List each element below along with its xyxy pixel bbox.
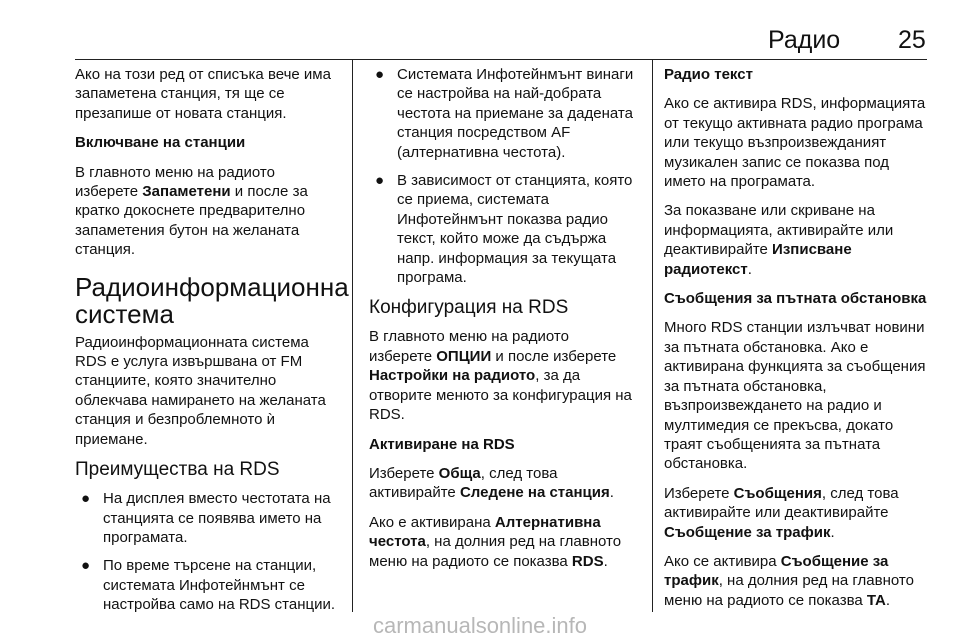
page-number: 25 xyxy=(898,26,926,54)
page-header xyxy=(0,0,960,62)
watermark: carmanualsonline.info xyxy=(372,613,588,638)
list-item: ● В зависимост от станцията, която се приема, системата Инфотейнмънт показва радио текст, който може да съдържа напр. информация за текущата програма. xyxy=(375,172,633,287)
paragraph-show-hide: За показване или скриване на информацията, активирайте или деактивирайте Изписване радиотекст. xyxy=(664,202,894,278)
column-divider-2 xyxy=(652,59,653,612)
paragraph-traffic: Много RDS станции излъчват новини за пътната обстановка. Ако е активирана функцията за съобщения за пътната обстановка, възпроизвеждането на радио и мултимедия се прекъсва, докато траят съобщенията за пътната обстановка. xyxy=(664,319,926,473)
list-item: ● На дисплея вместо честотата на станцията се появява името на програмата. xyxy=(81,490,331,546)
section-title: Радио xyxy=(768,26,841,54)
heading-rds-config: Конфигурация на RDS xyxy=(369,297,569,319)
term-favourites: Запаметени xyxy=(142,183,231,201)
subheading-recall-stations: Включване на станции xyxy=(75,134,246,152)
list-item: ● Системата Инфотейнмънт винаги се настройва на най-добрата честота на приемане за дадената станция посредством AF (алтернативна честота). xyxy=(375,66,634,161)
column-divider-1 xyxy=(352,59,353,612)
paragraph-traffic-select: Изберете Съобщения, след това активирайте или деактивирайте Съобщение за трафик. xyxy=(664,484,899,541)
subheading-traffic: Съобщения за пътната обстановка xyxy=(664,290,927,308)
bullet-icon: ● xyxy=(81,557,91,575)
subheading-radio-text: Радио текст xyxy=(664,66,753,83)
paragraph-config: В главното меню на радиото изберете ОПЦИИ и после изберете Настройки на радиото, за да отворите менюто за конфигурация на RDS. xyxy=(369,328,632,424)
header-rule xyxy=(75,59,927,60)
subheading-activate-rds: Активиране на RDS xyxy=(369,435,515,453)
column-1 xyxy=(75,65,349,625)
column-3 xyxy=(664,65,929,620)
advantages-list-continued xyxy=(369,65,635,287)
bullet-icon: ● xyxy=(81,490,91,508)
paragraph-traffic-active: Ако се активира Съобщение за трафик, на долния ред на главното меню на радиото се показва TA. xyxy=(664,552,914,609)
paragraph-radio-text: Ако се активира RDS, информацията от текущо активната радио програма или текущо възпроизвежданият музикален запис се показва под името на програмата. xyxy=(664,95,926,191)
heading-rds: Радиоинформационна система xyxy=(75,271,349,329)
column-2 xyxy=(369,65,635,581)
paragraph-overwrite: Ако на този ред от списъка вече има запаметена станция, тя ще се презапише от новата станция. xyxy=(75,66,331,122)
bullet-icon: ● xyxy=(375,172,385,190)
bullet-icon: ● xyxy=(375,66,385,83)
paragraph-alt-frequency: Ако е активирана Алтернативна честота, на долния ред на главното меню на радиото се показва RDS. xyxy=(369,513,622,570)
paragraph-activate: Изберете Обща, след това активирайте Следене на станция. xyxy=(369,464,614,502)
paragraph-recall: В главното меню на радиото изберете Запаметени и после за кратко докоснете предварително запаметения бутон на желаната станция. xyxy=(75,163,308,259)
advantages-list xyxy=(75,489,340,614)
heading-rds-advantages: Преимущества на RDS xyxy=(75,459,280,481)
list-item: ● По време търсене на станции, системата Инфотейнмънт се настройва само на RDS станции. xyxy=(81,557,336,614)
paragraph-rds-intro: Радиоинформационната система RDS е услуга извършвана от FM станциите, която значително облекчава намирането на желаната станция и безпроблемното ѝ приемане. xyxy=(75,333,326,448)
